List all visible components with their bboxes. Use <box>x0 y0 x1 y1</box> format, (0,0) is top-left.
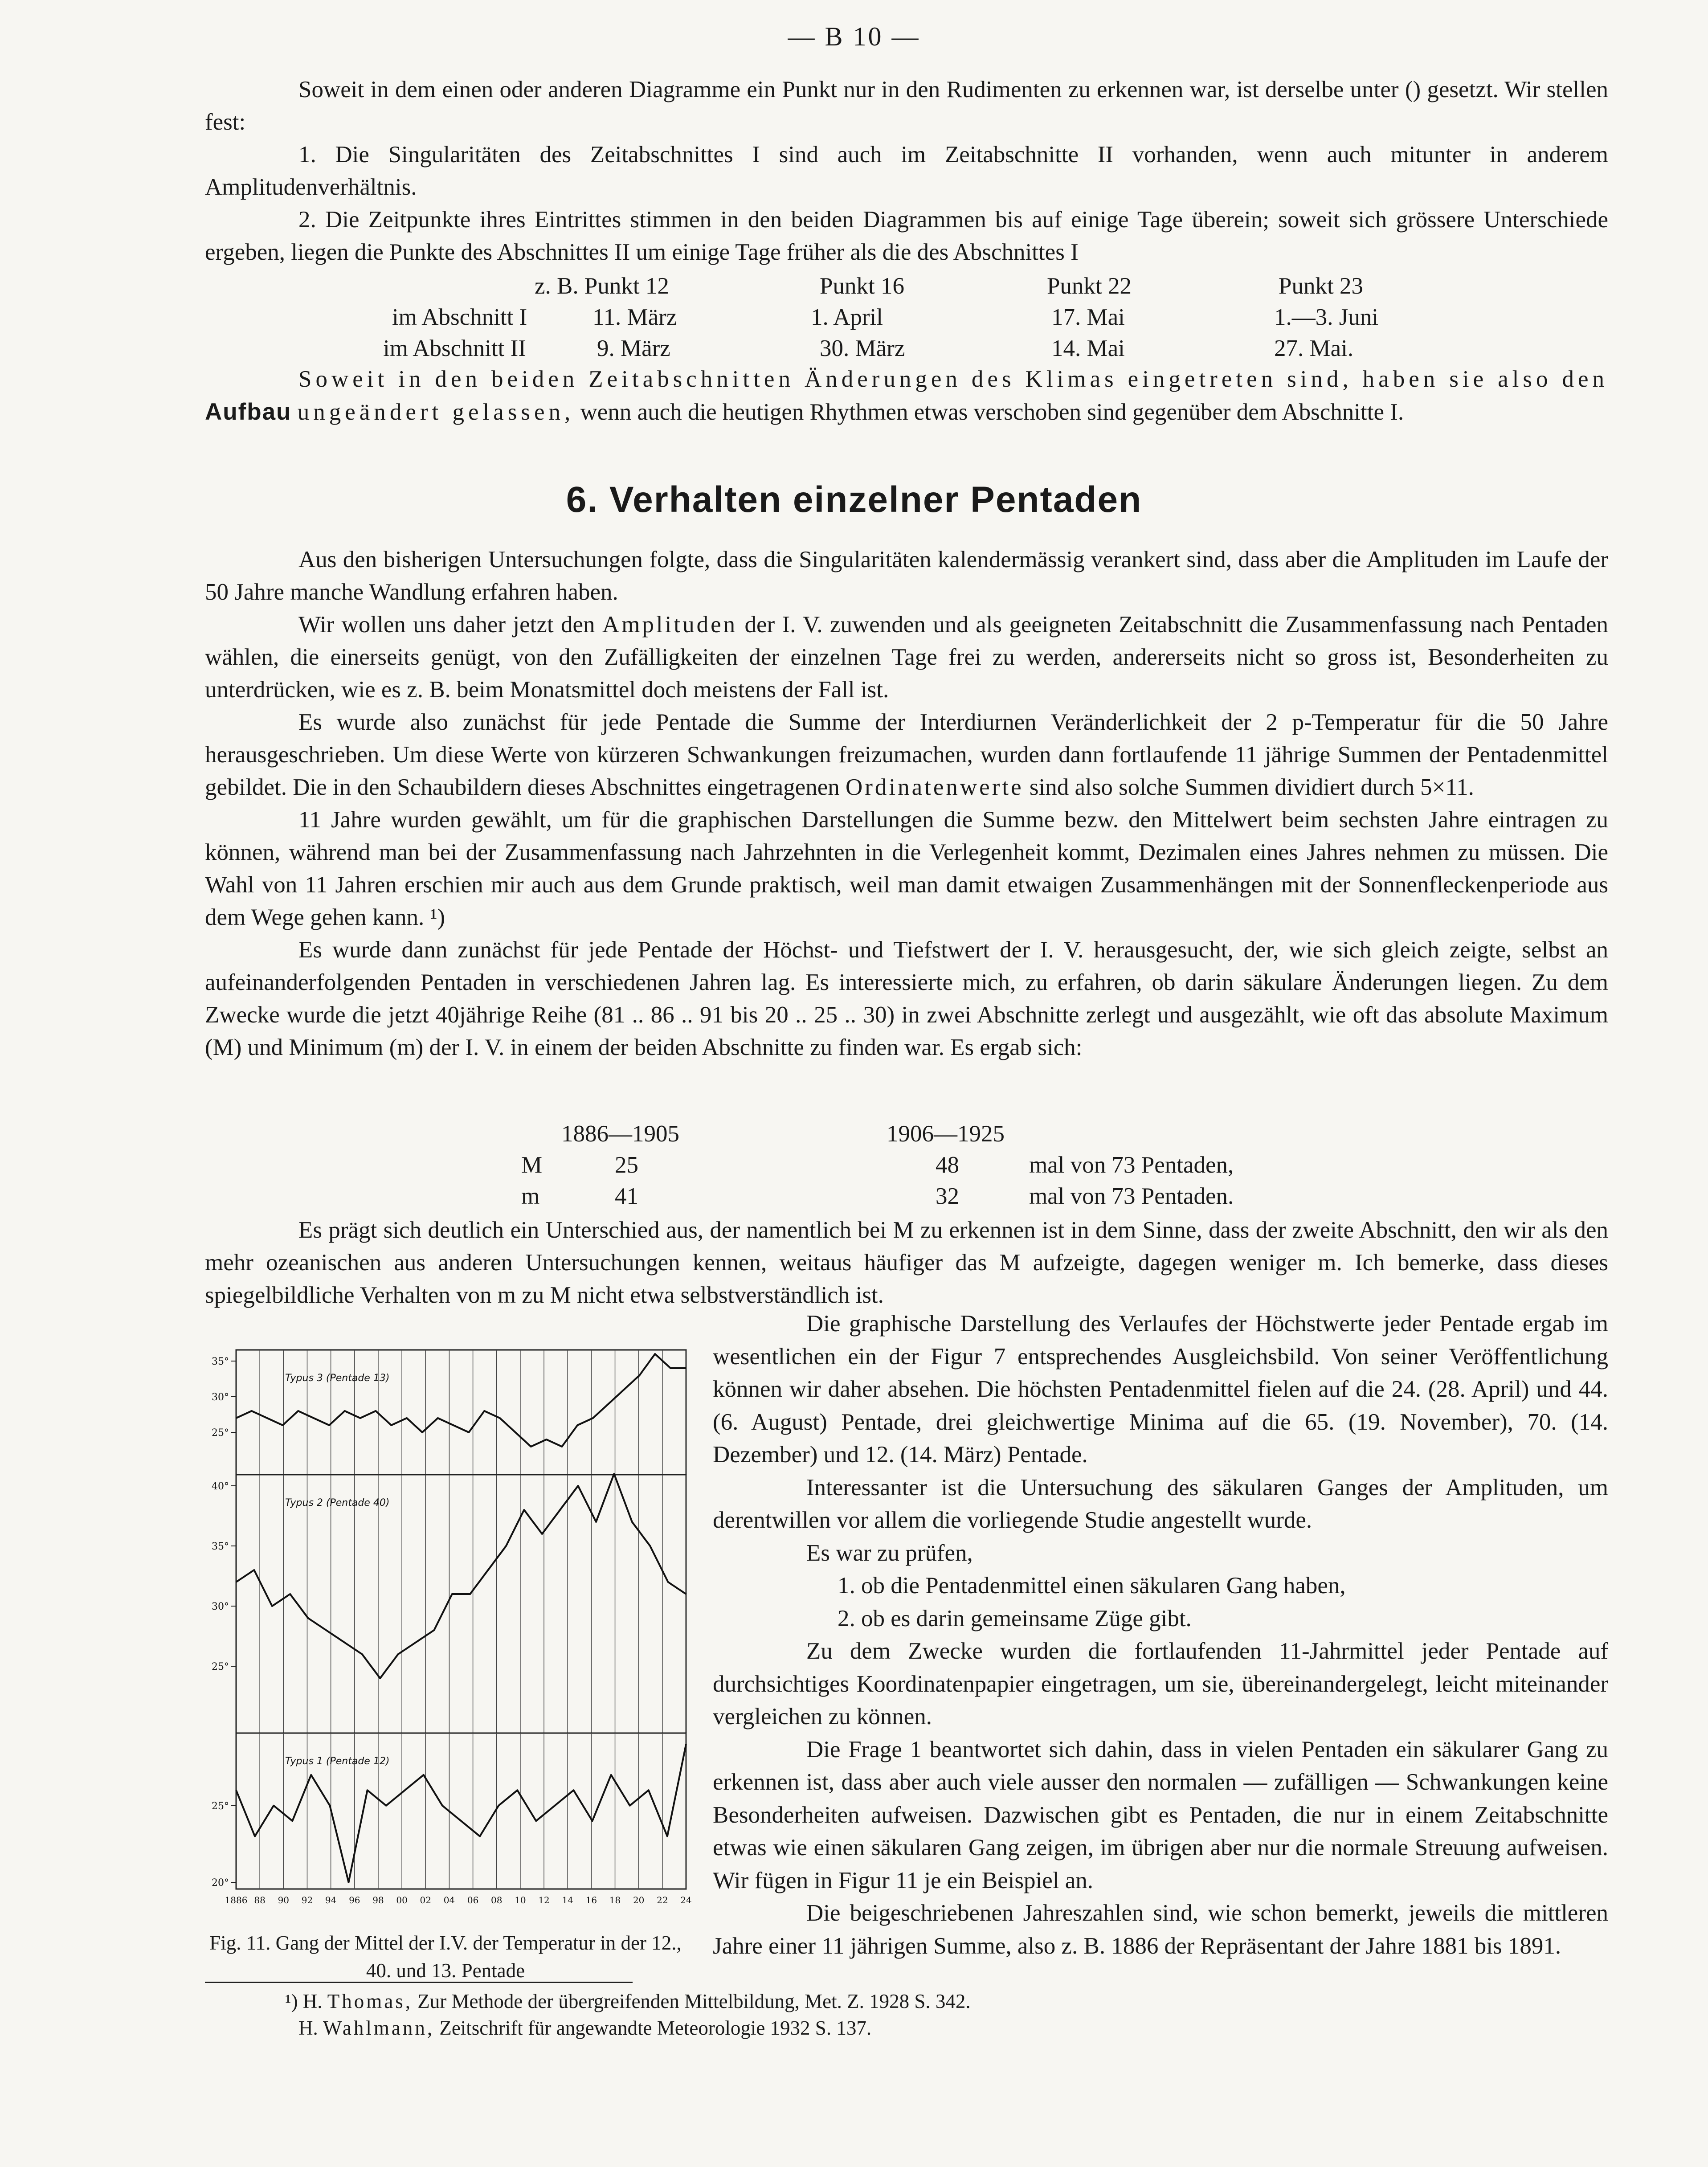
panel-frame <box>236 1350 686 1475</box>
stats-col-header: 1886—1905 <box>561 1121 679 1147</box>
y-tick-label: 35° <box>212 1541 229 1552</box>
right-paragraph: Zu dem Zwecke wurden die fortlaufenden 11-Jahrmittel jeder Pentade auf durchsichtiges Koordinatenpapier eingetragen, um sie, übereinandergelegt, leicht miteinander vergleichen zu können. <box>713 1638 1608 1730</box>
footnote-text: H. <box>298 2017 318 2039</box>
y-tick-label: 25° <box>212 1661 229 1672</box>
conclusion-spaced-text-2: ungeändert gelassen, <box>297 399 575 425</box>
dates-header-cell: Punkt 16 <box>820 273 904 299</box>
stats-col-header: 1906—1925 <box>887 1121 1005 1147</box>
body-text: Wir wollen uns daher jetzt den <box>298 612 595 638</box>
x-tick-label: 90 <box>278 1895 290 1905</box>
y-tick-label: 25° <box>212 1800 229 1812</box>
series-line <box>236 1354 686 1447</box>
body-text: sind also solche Summen dividiert durch 5×11. <box>1029 774 1474 800</box>
date-cell: 11. März <box>592 304 677 330</box>
body-paragraph: Es wurde dann zunächst für jede Pentade der Höchst- und Tiefstwert der I. V. herausgesucht, der, wie sich gleich zeigte, selbst an aufeinanderfolgenden Pentaden in verschiedenen Jahren lag. Es interessierte mich, zu erfahren, ob darin säkulare Änderungen liegen. Zu dem Zwecke wurde die jetzt 40jährige Reihe (81 .. 86 .. 91 bis 20 .. 25 .. 30) in zwei Abschnitte zerlegt und ausgezählt, wie oft das absolute Maximum (M) und Minimum (m) der I. V. in einem der beiden Abschnitte zu finden war. Es ergab sich: <box>205 937 1608 1060</box>
footnote-author: Wahlmann, <box>323 2017 435 2039</box>
dates-header-cell: z. B. Punkt 12 <box>535 273 669 299</box>
stats-cell: mal von 73 Pentaden, <box>1029 1152 1234 1178</box>
dates-header-cell: Punkt 22 <box>1047 273 1132 299</box>
footnote-text: Zur Methode der übergreifenden Mittelbildung, Met. Z. 1928 S. 342. <box>417 1990 971 2012</box>
stats-header-row <box>205 1118 1608 1149</box>
x-tick-label: 88 <box>254 1895 266 1905</box>
right-paragraph: Es war zu prüfen, <box>806 1540 973 1566</box>
x-tick-label: 98 <box>372 1895 384 1905</box>
x-tick-label: 14 <box>562 1895 573 1905</box>
chart-panel <box>212 1474 686 1733</box>
footnote-text: Zeitschrift für angewandte Meteorologie 1932 S. 137. <box>439 2017 872 2039</box>
body-paragraph <box>205 609 1608 706</box>
panel-label: Typus 2 (Pentade 40) <box>285 1497 390 1509</box>
y-tick-label: 35° <box>212 1356 229 1367</box>
x-tick-label: 00 <box>396 1895 408 1905</box>
footnote-2 <box>285 2015 1443 2041</box>
right-paragraph: Die beigeschriebenen Jahreszahlen sind, wie schon bemerkt, jeweils die mittleren Jahre einer 11 jährigen Summe, also z. B. 1886 der Repräsentant der Jahre 1881 bis 1891. <box>713 1900 1608 1959</box>
right-paragraph: Die Frage 1 beantwortet sich dahin, dass in vielen Pentaden ein säkularer Gang zu erkennen ist, dass aber auch viele ausser den normalen — zufälligen — Schwankungen keine Besonderheiten aufweisen. Dazwischen gibt es Pentaden, die nur in einem Zeitabschnitte etwas wie einen säkularen Gang zeigen, im übrigen aber nur die normale Streuung aufweisen. Wir fügen in Figur 11 je ein Beispiel an. <box>713 1736 1608 1893</box>
figure-caption: Fig. 11. Gang der Mittel der I.V. der Temperatur in der 12., 40. und 13. Pentade <box>209 1932 682 1982</box>
conclusion-text: wenn auch die heutigen Rhythmen etwas verschoben sind gegenüber dem Abschnitte I. <box>580 399 1404 425</box>
x-tick-label: 92 <box>301 1895 313 1905</box>
stats-cell: mal von 73 Pentaden. <box>1029 1183 1234 1209</box>
conclusion-spaced-text: Soweit in den beiden Zeitabschnitten Änderungen des Klimas eingetreten sind, haben sie also den <box>298 366 1608 392</box>
stats-cell: 32 <box>936 1183 959 1209</box>
body-text: Es wurde also zunächst für jede Pentade die Summe der Interdiurnen Veränderlichkeit der 2 p-Temperatur für die 50 Jahre herausgeschrieben. Um diese Werte von kürzeren Schwankungen freizumachen, wurden dann fortlaufende 11 jährige Summen der Pentadenmittel gebildet. Die in den Schaubildern dieses Abschnittes eingetragenen <box>205 709 1608 800</box>
body-paragraph: Aus den bisherigen Untersuchungen folgte, dass die Singularitäten kalendermässig verankert sind, dass aber die Amplituden im Laufe der 50 Jahre manche Wandlung erfahren haben. <box>205 547 1608 605</box>
date-cell: 1. April <box>811 304 883 330</box>
figure-11 <box>196 1341 695 1934</box>
panel-frame <box>236 1475 686 1733</box>
row-label: im Abschnitt II <box>383 335 526 361</box>
intro-block <box>205 74 1608 269</box>
x-tick-label: 18 <box>609 1895 621 1905</box>
conclusion-paragraph <box>205 363 1608 429</box>
footnotes <box>285 1988 1443 2041</box>
chart-panel <box>212 1350 686 1475</box>
dates-table-row <box>205 302 1608 333</box>
dates-table-row <box>205 333 1608 364</box>
body-spaced-word: Amplituden <box>602 612 738 638</box>
figure-11-chart <box>196 1341 695 1934</box>
date-cell: 14. Mai <box>1051 335 1125 361</box>
stats-row-label: M <box>521 1152 543 1178</box>
footnote-author: Thomas, <box>327 1990 413 2012</box>
x-tick-label: 24 <box>680 1895 692 1905</box>
x-tick-label: 20 <box>633 1895 645 1905</box>
date-cell: 17. Mai <box>1051 304 1125 330</box>
date-cell: 27. Mai. <box>1274 335 1354 361</box>
conclusion-bold-word: Aufbau <box>205 399 292 425</box>
x-axis <box>225 1895 692 1905</box>
page-header: — B 10 — <box>788 22 920 51</box>
x-tick-label: 16 <box>585 1895 597 1905</box>
stats-cell: 25 <box>615 1152 638 1178</box>
x-tick-label: 94 <box>325 1895 337 1905</box>
body-after-table <box>205 1214 1608 1312</box>
finding-item-1: 1. Die Singularitäten des Zeitabschnittes I sind auch im Zeitabschnitte II vorhanden, wenn auch mitunter in anderem Amplitudenverhältnis. <box>205 142 1608 200</box>
panel-label: Typus 3 (Pentade 13) <box>285 1373 390 1384</box>
right-paragraph: Interessanter ist die Untersuchung des säkularen Ganges der Amplituden, um derentwillen vor allem die vorliegende Studie angestellt wurde. <box>713 1474 1608 1533</box>
date-cell: 30. März <box>820 335 905 361</box>
body-paragraph: 11 Jahre wurden gewählt, um für die graphischen Darstellungen die Summe bezw. den Mittelwert beim sechsten Jahre eintragen zu können, während man bei der Zusammenfassung nach Jahrzehnten in die Verlegenheit kommt, Dezimalen eines Jahres nehmen zu müssen. Die Wahl von 11 Jahren erschien mir auch aus dem Grunde praktisch, weil man damit etwaigen Zusammenhängen mit der Sonnenfleckenperiode aus dem Wege gehen kann. ¹) <box>205 807 1608 930</box>
stats-table <box>205 1118 1608 1212</box>
section-title: 6. Verhalten einzelner Pentaden <box>566 479 1142 520</box>
chart-panel <box>212 1733 686 1889</box>
footnote-text: ¹) H. <box>285 1990 323 2012</box>
x-tick-label: 10 <box>515 1895 526 1905</box>
right-column <box>713 1308 1608 1963</box>
body-paragraph <box>205 706 1608 804</box>
panel-label: Typus 1 (Pentade 12) <box>285 1756 390 1767</box>
y-tick-label: 20° <box>212 1877 229 1889</box>
stats-row <box>205 1181 1608 1212</box>
stats-row-label: m <box>521 1183 540 1209</box>
stats-cell: 48 <box>936 1152 959 1178</box>
x-tick-label: 96 <box>349 1895 360 1905</box>
intro-paragraph: Soweit in dem einen oder anderen Diagramme ein Punkt nur in den Rudimenten zu erkennen war, ist derselbe unter () gesetzt. Wir stellen fest: <box>205 77 1608 135</box>
row-label: im Abschnitt I <box>392 304 527 330</box>
y-tick-label: 30° <box>212 1392 229 1403</box>
conclusion-block <box>205 363 1608 429</box>
x-tick-label: 22 <box>657 1895 668 1905</box>
x-tick-label: 04 <box>443 1895 455 1905</box>
stats-row <box>205 1149 1608 1181</box>
finding-item-2: 2. Die Zeitpunkte ihres Eintrittes stimmen in den beiden Diagrammen bis auf einige Tage überein; soweit sich grössere Unterschiede ergeben, liegen die Punkte des Abschnittes II um einige Tage früher als die des Abschnittes I <box>205 207 1608 265</box>
footnote-rule <box>205 1982 633 1983</box>
dates-header-cell: Punkt 23 <box>1279 273 1363 299</box>
y-tick-label: 30° <box>212 1601 229 1612</box>
body-spaced-word: Ordinatenwerte <box>845 774 1024 800</box>
x-tick-label: 08 <box>491 1895 503 1905</box>
y-tick-label: 40° <box>212 1481 229 1492</box>
question-item: 2. ob es darin gemeinsame Züge gibt. <box>838 1605 1192 1631</box>
question-item: 1. ob die Pentadenmittel einen säkularen Gang haben, <box>838 1573 1346 1599</box>
x-tick-label: 02 <box>420 1895 431 1905</box>
right-paragraph: Die graphische Darstellung des Verlaufes der Höchstwerte jeder Pentade ergab im wesentlichen ein der Figur 7 entsprechendes Ausgleichsbild. Von seiner Veröffentlichung können wir daher absehen. Die höchsten Pentadenmittel fielen auf die 24. (28. April) und 44. (6. August) Pentade, drei gleichwertige Minima auf die 65. (19. November), 70. (14. Dezember) und 12. (14. März) Pentade. <box>713 1311 1608 1468</box>
x-tick-label: 1886 <box>225 1895 248 1905</box>
body-text: der I. V. zuwenden und als geeigneten Zeitabschnitt die Zusammenfassung nach Pentaden wählen, die einerseits genügt, von den Zufälligkeiten der einzelnen Tage frei zu werden, andererseits nicht so gross ist, Besonderheiten zu unterdrücken, wie es z. B. beim Monatsmittel doch meistens der Fall ist. <box>205 612 1609 703</box>
dates-table-header-row <box>205 270 1608 302</box>
date-cell: 1.—3. Juni <box>1274 304 1379 330</box>
footnote-1 <box>285 1988 1443 2015</box>
body-paragraph: Es prägt sich deutlich ein Unterschied aus, der namentlich bei M zu erkennen ist in dem Sinne, dass der zweite Abschnitt, den wir als den mehr ozeanischen aus anderen Untersuchungen kennen, weitaus häufiger das M aufzeigte, dagegen weniger m. Ich bemerke, dass dieses spiegelbildliche Verhalten von m zu M nicht etwa selbstverständlich ist. <box>205 1217 1608 1308</box>
date-cell: 9. März <box>597 335 670 361</box>
y-tick-label: 25° <box>212 1427 229 1439</box>
main-body <box>205 544 1608 1064</box>
x-tick-label: 12 <box>538 1895 550 1905</box>
dates-table <box>205 270 1608 364</box>
x-tick-label: 06 <box>467 1895 479 1905</box>
stats-cell: 41 <box>615 1183 638 1209</box>
